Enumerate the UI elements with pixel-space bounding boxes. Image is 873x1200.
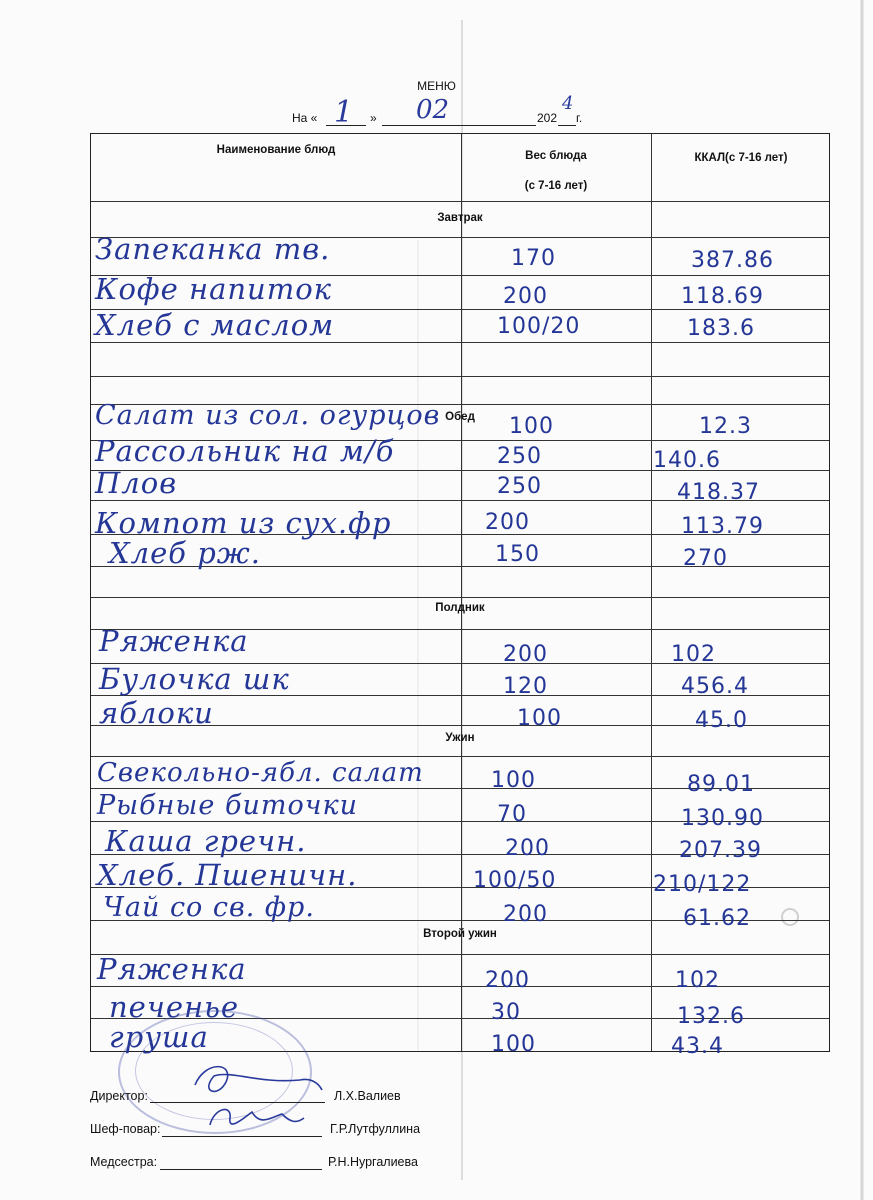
lunch-item-name: Хлеб рж. <box>109 536 261 570</box>
snack-item-name: Ряженка <box>99 624 249 658</box>
lunch-item-kcal: 140.6 <box>653 448 721 473</box>
second-dinner-item-name: печенье <box>109 990 240 1024</box>
snack-item-weight: 200 <box>503 642 548 667</box>
date-prefix: На « <box>292 111 318 125</box>
lunch-item-weight: 200 <box>485 510 530 535</box>
dinner-item-name: Свекольно-ябл. салат <box>97 758 424 788</box>
section-lunch: Обед <box>445 411 475 423</box>
second-dinner-item-name: груша <box>109 1020 209 1054</box>
chef-name: Г.Р.Лутфуллина <box>330 1122 421 1136</box>
date-day: 1 <box>334 95 354 130</box>
dinner-item-name: Чай со св. фр. <box>103 892 315 923</box>
breakfast-item-kcal: 183.6 <box>687 316 755 341</box>
dinner-item-name: Хлеб. Пшеничн. <box>97 858 358 892</box>
snack-item-weight: 120 <box>503 674 548 699</box>
lunch-item-weight: 250 <box>497 444 542 469</box>
snack-item-kcal: 456.4 <box>681 674 749 699</box>
section-breakfast: Завтрак <box>437 212 483 224</box>
col-header-name: Наименование блюд <box>216 144 336 156</box>
breakfast-item-weight: 200 <box>503 284 548 309</box>
dinner-item-kcal: 61.62 <box>683 906 751 931</box>
breakfast-item-kcal: 387.86 <box>691 248 774 273</box>
second-dinner-item-name: Ряженка <box>97 952 247 986</box>
col-header-kcal: ККАЛ(с 7-16 лет) <box>694 152 788 164</box>
dinner-item-kcal: 130.90 <box>681 806 764 831</box>
col-header-weight-sub: (с 7-16 лет) <box>524 180 588 192</box>
lunch-item-kcal: 113.79 <box>681 514 764 539</box>
dinner-item-weight: 100/50 <box>473 868 557 893</box>
date-month: 02 <box>416 95 450 125</box>
nurse-name: Р.Н.Нургалиева <box>328 1155 418 1169</box>
breakfast-item-name: Кофе напиток <box>95 272 333 306</box>
section-second-dinner: Второй ужин <box>423 928 497 940</box>
second-dinner-item-kcal: 102 <box>675 968 720 993</box>
snack-item-kcal: 45.0 <box>695 708 748 733</box>
lunch-item-name: Компот из сух.фр <box>95 506 392 540</box>
dinner-item-name: Рыбные биточки <box>97 790 359 821</box>
snack-item-weight: 100 <box>517 706 562 731</box>
dinner-item-weight: 200 <box>505 836 550 861</box>
date-mid: » <box>370 111 377 125</box>
breakfast-item-weight: 170 <box>511 246 556 271</box>
lunch-item-name: Плов <box>95 466 178 500</box>
director-label: Директор: <box>90 1089 148 1103</box>
lunch-item-weight: 250 <box>497 474 542 499</box>
breakfast-item-name: Хлеб с маслом <box>95 308 335 342</box>
second-dinner-item-weight: 30 <box>491 1000 521 1025</box>
dinner-item-kcal: 89.01 <box>687 772 755 797</box>
date-year-suffix: г. <box>576 111 583 125</box>
section-dinner: Ужин <box>445 732 475 744</box>
date-year-prefix: 202 <box>537 111 558 125</box>
dinner-item-kcal: 207.39 <box>679 838 762 863</box>
second-dinner-item-kcal: 43.4 <box>671 1034 724 1059</box>
dinner-item-kcal: 210/122 <box>653 872 752 897</box>
dinner-item-weight: 100 <box>491 768 536 793</box>
date-year-digit: 4 <box>562 93 574 114</box>
lunch-item-weight: 150 <box>495 542 540 567</box>
lunch-item-kcal: 12.3 <box>699 414 752 439</box>
lunch-item-name: Рассольник на м/б <box>95 434 395 468</box>
second-dinner-item-weight: 200 <box>485 968 530 993</box>
col-header-weight: Вес блюда <box>525 150 587 162</box>
menu-title: МЕНЮ <box>417 79 456 93</box>
dinner-item-weight: 200 <box>503 902 548 927</box>
dinner-item-weight: 70 <box>497 802 527 827</box>
section-snack: Полдник <box>435 602 485 614</box>
breakfast-item-kcal: 118.69 <box>681 284 764 309</box>
lunch-item-weight: 100 <box>509 414 554 439</box>
snack-item-name: яблоки <box>99 696 214 730</box>
snack-item-name: Булочка шк <box>99 662 290 696</box>
lunch-item-kcal: 270 <box>683 546 728 571</box>
dinner-item-name: Каша гречн. <box>105 824 307 858</box>
chef-label: Шеф-повар: <box>90 1122 161 1136</box>
nurse-label: Медсестра: <box>90 1155 158 1169</box>
director-name: Л.Х.Валиев <box>334 1089 401 1103</box>
lunch-item-name: Салат из сол. огурцов <box>95 400 441 431</box>
snack-item-kcal: 102 <box>671 642 716 667</box>
breakfast-item-name: Запеканка тв. <box>95 232 331 266</box>
lunch-item-kcal: 418.37 <box>677 480 760 505</box>
second-dinner-item-weight: 100 <box>491 1032 536 1057</box>
second-dinner-item-kcal: 132.6 <box>677 1004 745 1029</box>
breakfast-item-weight: 100/20 <box>497 314 581 339</box>
